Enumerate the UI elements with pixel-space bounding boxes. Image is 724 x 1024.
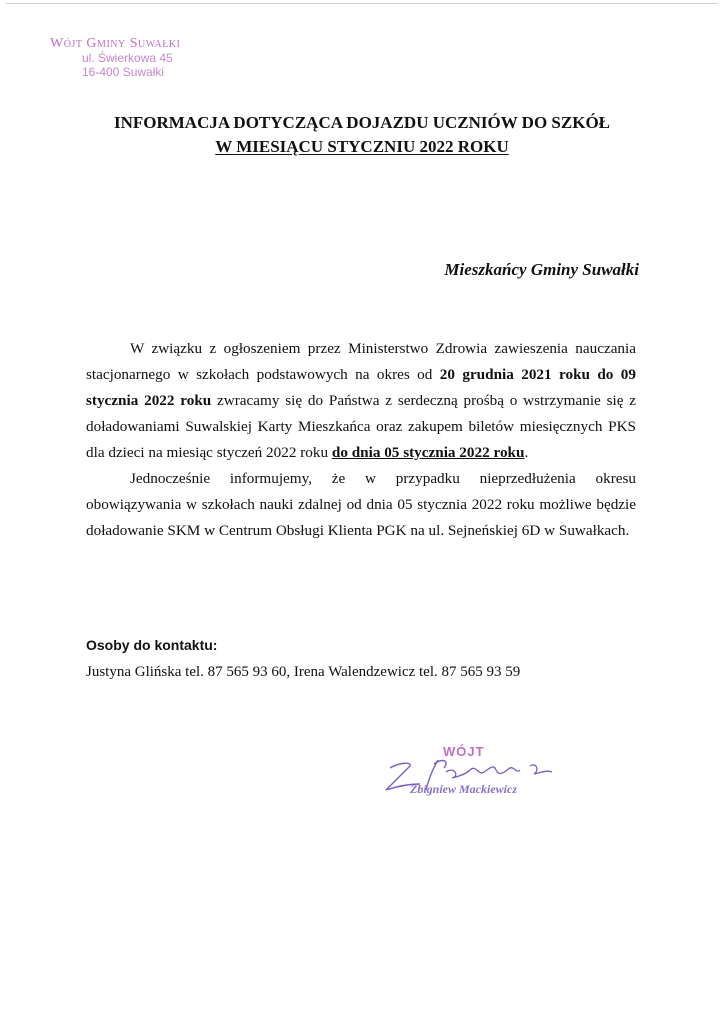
- paragraph-1-text-a: W związku z ogłoszeniem przez Ministerstwo Zdrowia zawieszenia nauczania stacjonarnego w szkołach podstawowych na okres od: [86, 340, 636, 383]
- document-title-line2: W MIESIĄCU STYCZNIU 2022 ROKU: [215, 137, 509, 156]
- signature-name: Zbigniew Mackiewicz: [410, 782, 517, 796]
- document-body: [86, 336, 636, 544]
- stamp-street: ul. Świerkowa 45: [82, 51, 173, 66]
- paragraph-1: [86, 336, 636, 466]
- document-title-line2-wrap: [0, 137, 724, 157]
- page-edge-line: [6, 3, 718, 4]
- contact-label: Osoby do kontaktu:: [86, 637, 218, 653]
- addressee: Mieszkańcy Gminy Suwałki: [444, 260, 639, 279]
- paragraph-1-text-c: .: [524, 444, 529, 461]
- signature-title: WÓJT: [443, 744, 485, 759]
- office-stamp: [50, 36, 180, 80]
- paragraph-1-bold-deadline: do dnia 05 stycznia 2022 roku: [331, 444, 525, 461]
- paragraph-2: Jednocześnie informujemy, że w przypadku nieprzedłużenia okresu obowiązywania w szkołach nauki zdalnej od dnia 05 stycznia 2022 roku możliwe będzie doładowanie SKM w Centrum Obsługi Klienta PGK na ul. Sejneńskiej 6D w Suwałkach.: [86, 470, 636, 539]
- stamp-office: Wójt Gminy Suwałki: [50, 36, 181, 51]
- paragraph-1-bold-period: 20 grudnia 2021 roku do 09 stycznia 2022 roku: [86, 366, 636, 409]
- contact-details: Justyna Glińska tel. 87 565 93 60, Irena Walendzewicz tel. 87 565 93 59: [86, 664, 521, 680]
- document-title-line1: INFORMACJA DOTYCZĄCA DOJAZDU UCZNIÓW DO SZKÓŁ: [113, 113, 611, 132]
- stamp-city: 16-400 Suwałki: [82, 64, 165, 79]
- paragraph-1-text-b: zwracamy się do Państwa z serdeczną prośbą o wstrzymanie się z doładowaniami Suwalskiej Karty Mieszkańca oraz zakupem biletów miesięcznych PKS dla dzieci na miesiąc styczeń 2022 roku: [86, 392, 636, 461]
